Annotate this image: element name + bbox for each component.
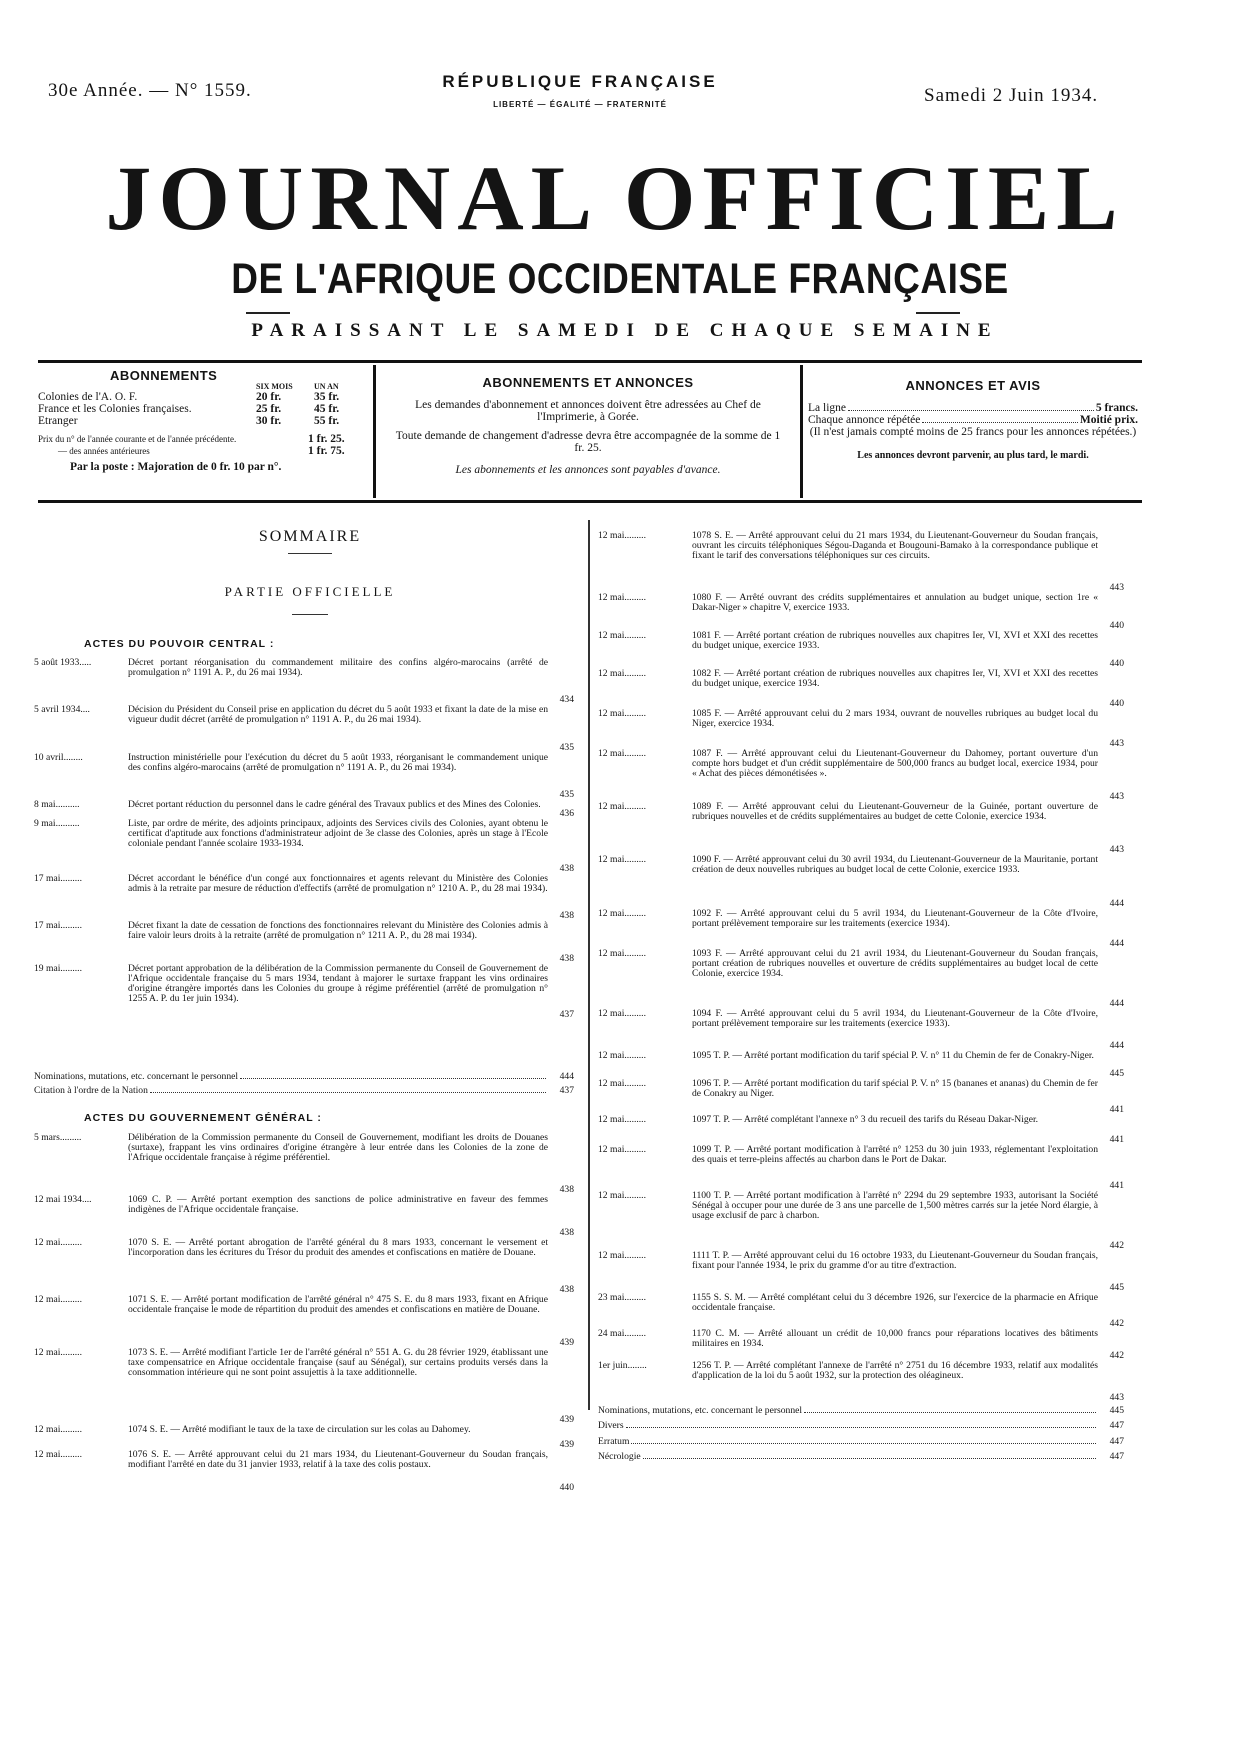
republic-title: RÉPUBLIQUE FRANÇAISE xyxy=(442,72,718,91)
entry-page: 439 xyxy=(559,1337,574,1348)
address-change-note: Toute demande de changement d'adresse devra être accompagnée de la somme de 1 fr. 25. xyxy=(395,430,781,454)
line-page: 447 xyxy=(1109,1451,1124,1462)
subscriptions-ads-title: ABONNEMENTS ET ANNONCES xyxy=(482,375,694,390)
entry-text: 1069 C. P. — Arrêté portant exemption des sanctions de police administrative en faveur des femmes indigènes de l'Afrique occidentale française. xyxy=(128,1194,548,1215)
entry-date: 12 mai......... xyxy=(598,708,646,719)
line-page: 437 xyxy=(559,1085,574,1096)
entry-text: Décret fixant la date de cessation de fonctions des fonctionnaires relevant du Ministère des Colonies admis à faire valoir leurs droits à la retraite (arrêté de promulgation n° 1211 A. P., du 28 mai 1934). xyxy=(128,920,548,941)
entry-page: 435 xyxy=(559,789,574,800)
entry-date: 12 mai......... xyxy=(34,1347,82,1358)
entry-page: 445 xyxy=(1109,1282,1124,1293)
entry-page: 440 xyxy=(1109,698,1124,709)
section-general-government: ACTES DU GOUVERNEMENT GÉNÉRAL : xyxy=(84,1112,322,1124)
entry-text: 1097 T. P. — Arrêté complétant l'annexe n° 3 du recueil des tarifs du Réseau Dakar-Niger. xyxy=(692,1114,1039,1125)
entry-page: 439 xyxy=(559,1414,574,1425)
entry-date: 12 mai......... xyxy=(598,1078,646,1089)
toc-entry xyxy=(598,531,1124,593)
toc-entry xyxy=(34,1348,574,1425)
entry-page: 444 xyxy=(1109,898,1124,909)
leader-dots xyxy=(643,1452,1096,1459)
entry-text: Instruction ministérielle pour l'exécution du décret du 5 août 1933, réorganisant le commandement unique des confins algéro-marocains (arrêté de promulgation n° 1191 A. P., du 26 mai 1934). xyxy=(128,752,548,773)
leader-dots xyxy=(240,1072,546,1079)
toc-entry xyxy=(598,1051,1124,1079)
line-page: 447 xyxy=(1109,1420,1124,1431)
entry-page: 438 xyxy=(559,1284,574,1295)
toc-entry xyxy=(598,909,1124,949)
entry-date: 12 mai......... xyxy=(598,1008,646,1019)
entry-page: 437 xyxy=(559,1009,574,1020)
entry-text: 1087 F. — Arrêté approuvant celui du Lieutenant-Gouverneur du Dahomey, portant ouverture d'un compte hors budget et d'un crédit supplémentaire de 500,000 francs au budget local, exercice 1934, pour « Achat des pièces démonétisées ». xyxy=(692,748,1098,779)
entry-text: 1071 S. E. — Arrêté portant modification de l'arrêté général n° 475 S. E. du 8 mars 1933, fixant en Afrique occidentale française le mode de répartition du produit des amendes et confiscations en matière de Douane. xyxy=(128,1294,548,1315)
entry-date: 12 mai......... xyxy=(598,908,646,919)
entry-text: 1096 T. P. — Arrêté portant modification du tarif spécial P. V. n° 15 (bananes et ananas) du Chemin de fer de Conakry au Niger. xyxy=(692,1078,1098,1099)
ads-minimum-note: (Il n'est jamais compté moins de 25 francs pour les annonces répétées.) xyxy=(809,426,1137,438)
journal-title: JOURNAL OFFICIEL xyxy=(105,147,1125,249)
title-rule-right xyxy=(916,312,960,314)
entry-text: 1100 T. P. — Arrêté portant modification à l'arrêté n° 2294 du 29 septembre 1933, autorisant la Société Sénégal à occuper pour une durée de 3 ans une parcelle de 1,500 mètres carrés sur la jetée Nord élargie, à usage exclusif de parc à charbon. xyxy=(692,1190,1098,1221)
entry-page: 443 xyxy=(1109,1392,1124,1403)
boxes-bottom-rule xyxy=(38,500,1142,503)
toc-line xyxy=(598,1406,1124,1416)
entry-text: 1081 F. — Arrêté portant création de rubriques nouvelles aux chapitres Ier, VI, XVI et XXI des recettes du budget unique, exercice 1933. xyxy=(692,630,1098,651)
payment-note: Les abonnements et les annonces sont payables d'avance. xyxy=(455,464,721,476)
subscriptions-ads-box xyxy=(382,377,794,476)
entry-page: 443 xyxy=(1109,791,1124,802)
entry-text: Décision du Président du Conseil prise en application du décret du 5 août 1933 et fixant la date de la mise en vigueur dudit décret (arrêté de promulgation n° 1191 A. P., du 26 mai 1934). xyxy=(128,704,548,725)
motto: LIBERTÉ — ÉGALITÉ — FRATERNITÉ xyxy=(493,100,667,109)
toc-entry xyxy=(34,1295,574,1348)
toc-entry xyxy=(34,819,574,874)
entry-page: 438 xyxy=(559,1227,574,1238)
toc-entry xyxy=(598,1251,1124,1293)
entry-page: 440 xyxy=(1109,620,1124,631)
entry-page: 443 xyxy=(1109,738,1124,749)
toc-entry xyxy=(598,1115,1124,1145)
leader-dots xyxy=(631,1437,1096,1444)
toc-entry xyxy=(598,709,1124,749)
entry-text: 1085 F. — Arrêté approuvant celui du 2 mars 1934, ouvrant de nouvelles rubriques au budget local du Niger, exercice 1934. xyxy=(692,708,1098,729)
toc-line xyxy=(598,1452,1124,1462)
entry-text: 1090 F. — Arrêté approuvant celui du 30 avril 1934, du Lieutenant-Gouverneur de la Mauritanie, portant création de deux nouvelles rubriques au budget local de cette Colonie, exercice 1933. xyxy=(692,854,1098,875)
entry-date: 12 mai......... xyxy=(598,1144,646,1155)
subscriptions-title: ABONNEMENTS xyxy=(110,368,218,383)
subscriptions-address: Les demandes d'abonnement et annonces doivent être adressées au Chef de l'Imprimerie, à Gorée. xyxy=(415,399,761,423)
toc-entry xyxy=(598,593,1124,631)
entry-text: Décret portant réduction du personnel dans le cadre général des Travaux publics et des Mines des Colonies. xyxy=(128,799,541,810)
toc-entry xyxy=(598,1191,1124,1251)
entry-text: 1094 F. — Arrêté approuvant celui du 5 avril 1934, du Lieutenant-Gouverneur de la Côte d'Ivoire, portant prélèvement temporaire sur les traitements (exercice 1933). xyxy=(692,1008,1098,1029)
entry-date: 12 mai......... xyxy=(598,748,646,759)
leader-dots xyxy=(150,1086,546,1093)
entry-date: 9 mai.......... xyxy=(34,818,80,829)
boxes-top-rule xyxy=(38,360,1142,363)
toc-entry xyxy=(598,1361,1124,1403)
entry-text: Liste, par ordre de mérite, des adjoints principaux, adjoints des Services civils des Colonies, ayant obtenu le certificat d'aptitude aux fonctions d'administrateur adjoint de 3e classe des Colonies, après un stage à l'Ecole coloniale pendant l'année scolaire 1933-1934. xyxy=(128,818,548,849)
entry-text: Décret portant réorganisation du commandement militaire des confins algéro-marocains (arrêté de promulgation n° 1191 A. P., du 26 mai 1934). xyxy=(128,657,548,678)
entry-page: 443 xyxy=(1109,582,1124,593)
entry-date: 17 mai......... xyxy=(34,873,82,884)
entry-page: 442 xyxy=(1109,1318,1124,1329)
toc-entry xyxy=(598,749,1124,802)
toc-entry xyxy=(598,1079,1124,1115)
entry-text: 1093 F. — Arrêté approuvant celui du 21 avril 1934, du Lieutenant-Gouverneur du Soudan français, portant création de rubriques nouvelles et ouverture de crédits supplémentaires au budget local de cette Colonie, exercice 1934. xyxy=(692,948,1098,979)
entry-text: 1256 T. P. — Arrêté complétant l'annexe de l'arrêté n° 2751 du 16 décembre 1933, relatif aux modalités d'application de la loi du 5 août 1932, sur la protection des oléagineux. xyxy=(692,1360,1098,1381)
subscriptions-box xyxy=(38,370,368,473)
issue-price: Prix du n° de l'année courante et de l'année précédente. 1 fr. 25. xyxy=(38,433,345,445)
toc-entry xyxy=(34,753,574,800)
sub-row: Etranger 30 fr. 55 fr. xyxy=(38,415,340,427)
entry-page: 441 xyxy=(1109,1180,1124,1191)
toc-entry xyxy=(34,1133,574,1195)
entry-date: 23 mai......... xyxy=(598,1292,646,1303)
toc-entry xyxy=(598,1009,1124,1051)
sub-row: Colonies de l'A. O. F. 20 fr. 35 fr. xyxy=(38,391,340,403)
entry-text: Décret portant approbation de la délibération de la Commission permanente du Conseil de Gouvernement de l'Afrique occidentale française du 5 mars 1934, tendant à majorer le surtaxe frappant les vins ordinaires d'origine étrangère importés dans les Colonies du groupe à régime préférentiel (arrêté de promulgation n° 1255 A. P. du 1er juin 1934). xyxy=(128,963,548,1004)
entry-text: 1099 T. P. — Arrêté portant modification à l'arrêté n° 1253 du 30 juin 1933, réglementant l'exploitation des quais et terre-pleins affectés au charbon dans le Port de Dakar. xyxy=(692,1144,1098,1165)
entry-page: 442 xyxy=(1109,1240,1124,1251)
entry-page: 438 xyxy=(559,1184,574,1195)
line-text: Nominations, mutations, etc. concernant le personnel xyxy=(34,1071,239,1082)
entry-date: 12 mai......... xyxy=(34,1449,82,1460)
entry-date: 24 mai......... xyxy=(598,1328,646,1339)
toc-entry xyxy=(598,669,1124,709)
entry-date: 12 mai......... xyxy=(598,630,646,641)
summary-title: SOMMAIRE xyxy=(258,528,362,545)
entry-page: 444 xyxy=(1109,1040,1124,1051)
toc-line xyxy=(34,1086,574,1096)
entry-text: 1111 T. P. — Arrêté approuvant celui du 16 octobre 1933, du Lieutenant-Gouverneur du Soudan français, fixant pour l'année 1934, le prix du gramme d'or au titre d'extraction. xyxy=(692,1250,1098,1271)
issue-date: Samedi 2 Juin 1934. xyxy=(924,85,1099,106)
entry-text: 1070 S. E. — Arrêté portant abrogation de l'arrêté général du 8 mars 1933, concernant le versement et l'incorporation dans les écritures du Trésor du produit des amendes et confiscations en matière de Douane. xyxy=(128,1237,548,1258)
entry-text: 1155 S. S. M. — Arrêté complétant celui du 3 décembre 1926, sur l'exercice de la pharmacie en Afrique occidentale française. xyxy=(692,1292,1098,1313)
entry-text: 1080 F. — Arrêté ouvrant des crédits supplémentaires et annulation au budget unique, section 1re « Dakar-Niger » chapitre V, exercice 1933. xyxy=(692,592,1098,613)
entry-text: 1074 S. E. — Arrêté modifiant le taux de la taxe de circulation sur les colas au Dahomey. xyxy=(128,1424,471,1435)
entry-date: 8 mai.......... xyxy=(34,799,80,810)
entry-date: 12 mai......... xyxy=(598,668,646,679)
entry-text: 1092 F. — Arrêté approuvant celui du 5 avril 1934, du Lieutenant-Gouverneur de la Côte d'Ivoire, portant prélèvement temporaire sur les traitements (exercice 1934). xyxy=(692,908,1098,929)
entry-date: 12 mai......... xyxy=(598,1190,646,1201)
toc-entry xyxy=(34,874,574,921)
entry-page: 443 xyxy=(1109,844,1124,855)
toc-entry xyxy=(34,1425,574,1450)
entry-date: 12 mai......... xyxy=(598,530,646,541)
entry-date: 12 mai......... xyxy=(598,801,646,812)
title-rule-left xyxy=(246,312,290,314)
toc-entry xyxy=(598,1145,1124,1191)
back-issue-price: — des années antérieures 1 fr. 75. xyxy=(58,445,345,457)
line-page: 445 xyxy=(1109,1405,1124,1416)
summary-rule xyxy=(288,553,332,554)
entry-page: 440 xyxy=(1109,658,1124,669)
column-divider xyxy=(588,520,590,1410)
line-text: Erratum xyxy=(598,1436,630,1447)
entry-text: 1076 S. E. — Arrêté approuvant celui du 21 mars 1934, du Lieutenant-Gouverneur du Soudan français, modifiant l'arrêté en date du 31 janvier 1933, relatif à la taxe des colis postaux. xyxy=(128,1449,548,1470)
entry-text: 1073 S. E. — Arrêté modifiant l'article 1er de l'arrêté général n° 551 A. G. du 28 février 1929, établissant une taxe compensatrice en Afrique occidentale française (sauf au Sénégal), sur certains produits versés dans la consommation intérieure qui ne sont point assujettis à la taxe additionnelle. xyxy=(128,1347,548,1378)
toc-line xyxy=(598,1421,1124,1431)
entry-date: 12 mai......... xyxy=(598,854,646,865)
toc-entry xyxy=(34,1195,574,1238)
entry-text: 1082 F. — Arrêté portant création de rubriques nouvelles aux chapitres Ier, VI, XVI et XXI des recettes du budget unique, exercice 1934. xyxy=(692,668,1098,689)
toc-entry xyxy=(598,855,1124,909)
col-one-year: UN AN xyxy=(314,382,339,391)
line-text: Nominations, mutations, etc. concernant le personnel xyxy=(598,1405,803,1416)
publication-frequency: PARAISSANT LE SAMEDI DE CHAQUE SEMAINE xyxy=(251,320,999,341)
line-page: 444 xyxy=(559,1071,574,1082)
toc-entry xyxy=(34,658,574,705)
entry-page: 442 xyxy=(1109,1350,1124,1361)
postage-note: Par la poste : Majoration de 0 fr. 10 par n°. xyxy=(70,461,282,473)
toc-entry xyxy=(34,705,574,753)
part-rule xyxy=(292,614,328,615)
toc-line xyxy=(598,1437,1124,1447)
entry-date: 19 mai......... xyxy=(34,963,82,974)
toc-entry xyxy=(598,802,1124,855)
toc-entry xyxy=(34,1450,574,1493)
toc-entry xyxy=(34,1238,574,1295)
ads-repeat-price: Chaque annonce répétée Moitié prix. xyxy=(808,414,1138,426)
toc-entry xyxy=(34,800,574,819)
issue-number: 30e Année. — N° 1559. xyxy=(48,80,252,101)
line-text: Citation à l'ordre de la Nation xyxy=(34,1085,148,1096)
entry-page: 441 xyxy=(1109,1104,1124,1115)
entry-page: 440 xyxy=(559,1482,574,1493)
ads-deadline: Les annonces devront parvenir, au plus tard, le mardi. xyxy=(857,450,1089,461)
entry-page: 444 xyxy=(1109,998,1124,1009)
line-page: 447 xyxy=(1109,1436,1124,1447)
entry-date: 12 mai......... xyxy=(598,1050,646,1061)
entry-date: 12 mai......... xyxy=(34,1237,82,1248)
entry-page: 439 xyxy=(559,1439,574,1450)
toc-entry xyxy=(34,964,574,1020)
entry-date: 12 mai......... xyxy=(34,1424,82,1435)
entry-page: 445 xyxy=(1109,1068,1124,1079)
entry-page: 444 xyxy=(1109,938,1124,949)
entry-date: 17 mai......... xyxy=(34,920,82,931)
toc-entry xyxy=(598,949,1124,1009)
toc-entry xyxy=(598,631,1124,669)
entry-date: 5 mars......... xyxy=(34,1132,82,1143)
entry-text: 1078 S. E. — Arrêté approuvant celui du 21 mars 1934, du Lieutenant-Gouverneur du Soudan français, ouvrant les circuits téléphoniques Ségou-Daganda et Bougouni-Bamako à la correspondance publique et fixant le tarif des conversations téléphoniques sur ces circuits. xyxy=(692,530,1098,561)
leader-dots xyxy=(804,1406,1096,1413)
line-text: Divers xyxy=(598,1420,624,1431)
entry-date: 5 avril 1934.... xyxy=(34,704,90,715)
entry-date: 12 mai......... xyxy=(34,1294,82,1305)
entry-page: 438 xyxy=(559,953,574,964)
entry-page: 441 xyxy=(1109,1134,1124,1145)
entry-date: 12 mai......... xyxy=(598,1250,646,1261)
col-six-months: SIX MOIS xyxy=(256,382,293,391)
leader-dots xyxy=(626,1421,1096,1428)
entry-date: 12 mai......... xyxy=(598,948,646,959)
entry-text: Délibération de la Commission permanente du Conseil de Gouvernement, modifiant les droits de Douanes (surtaxe), frappant les vins ordinaires d'origine étrangère à leur entrée dans les Colonies de la zone de l'Afrique occidentale française à régime préférentiel. xyxy=(128,1132,548,1163)
sub-row: France et les Colonies françaises. 25 fr. 45 fr. xyxy=(38,403,340,415)
line-text: Nécrologie xyxy=(598,1451,641,1462)
entry-page: 435 xyxy=(559,742,574,753)
official-part: PARTIE OFFICIELLE xyxy=(224,584,396,599)
entry-page: 438 xyxy=(559,910,574,921)
entry-date: 12 mai......... xyxy=(598,592,646,603)
entry-text: 1095 T. P. — Arrêté portant modification du tarif spécial P. V. n° 11 du Chemin de fer de Conakry-Niger. xyxy=(692,1050,1094,1061)
ads-title: ANNONCES ET AVIS xyxy=(905,378,1041,393)
toc-entry xyxy=(34,921,574,964)
journal-subtitle: DE L'AFRIQUE OCCIDENTALE FRANÇAISE xyxy=(231,254,1009,302)
entry-date: 12 mai 1934.... xyxy=(34,1194,92,1205)
ads-line-price: La ligne 5 francs. xyxy=(808,402,1138,414)
toc-entry xyxy=(598,1293,1124,1329)
toc-line xyxy=(34,1072,574,1082)
entry-page: 438 xyxy=(559,863,574,874)
box-divider-1 xyxy=(373,365,376,498)
entry-text: 1170 C. M. — Arrêté allouant un crédit de 10,000 francs pour réparations locatives des bâtiments militaires en 1934. xyxy=(692,1328,1098,1349)
entry-date: 5 août 1933..... xyxy=(34,657,92,668)
entry-text: Décret accordant le bénéfice d'un congé aux fonctionnaires et agents relevant du Ministère des Colonies admis à la retraite par mesure de réduction d'effectifs (arrêté de promulgation n° 1210 A. P., du 28 mai 1934). xyxy=(128,873,548,894)
entry-date: 10 avril........ xyxy=(34,752,83,763)
entry-text: 1089 F. — Arrêté approuvant celui du Lieutenant-Gouverneur de la Guinée, portant ouverture de rubriques nouvelles et de crédits supplémentaires au budget de cette Colonie, exercice 1934. xyxy=(692,801,1098,822)
toc-entry xyxy=(598,1329,1124,1361)
entry-date: 12 mai......... xyxy=(598,1114,646,1125)
entry-page: 434 xyxy=(559,694,574,705)
ads-box xyxy=(808,380,1138,462)
box-divider-2 xyxy=(800,365,803,498)
section-central-power: ACTES DU POUVOIR CENTRAL : xyxy=(84,638,275,650)
entry-page: 436 xyxy=(559,808,574,819)
entry-date: 1er juin........ xyxy=(598,1360,647,1371)
